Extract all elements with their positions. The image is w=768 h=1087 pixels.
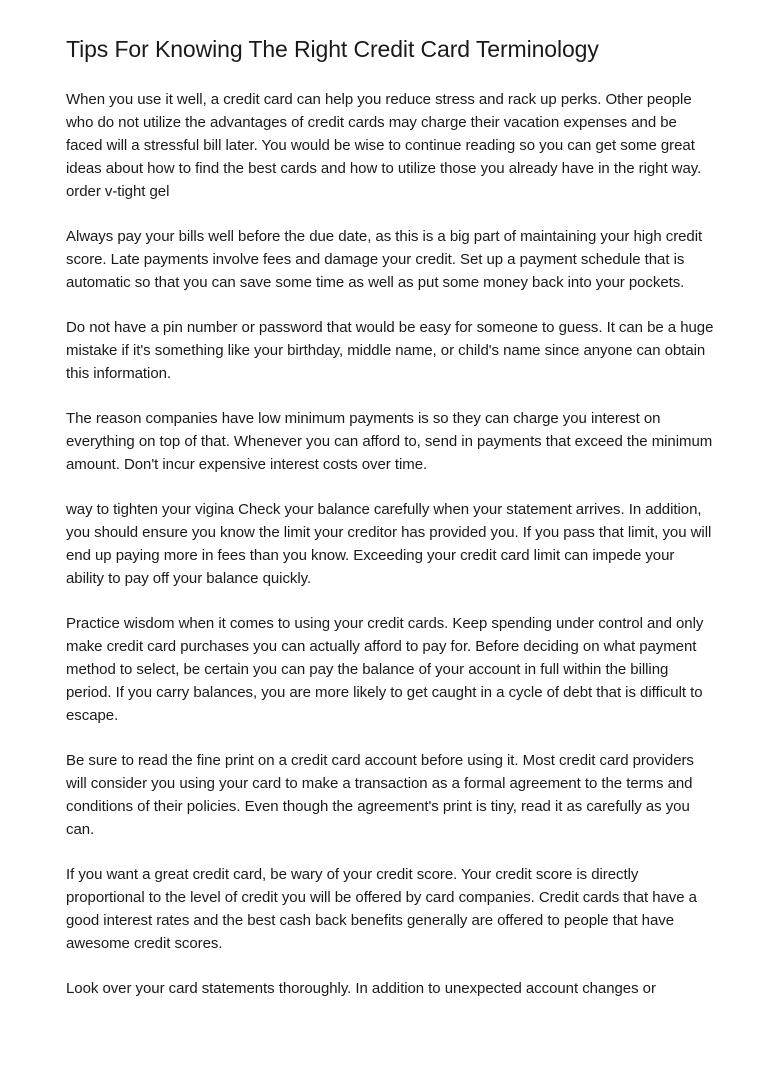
paragraph-9: Look over your card statements thoroughly. In addition to unexpected account changes or	[66, 980, 656, 997]
paragraph-7: Be sure to read the fine print on a credit card account before using it. Most credit card providers will consider you using your card to make a transaction as a formal agreement to the terms and conditions of their policies. Even though the agreement's print is tiny, read it as carefully as you can.	[66, 752, 694, 838]
paragraph-1: When you use it well, a credit card can help you reduce stress and rack up perks. Other people who do not utilize the advantages of credit cards may charge their vacation expenses and be faced will a stressful bill later. You would be wise to continue reading so you can get some great ideas about how to find the best cards and how to utilize those you already have in the right way. order v-tight gel	[66, 91, 702, 200]
paragraph-6: Practice wisdom when it comes to using your credit cards. Keep spending under control and only make credit card purchases you can actually afford to pay for. Before deciding on what payment method to select, be certain you can pay the balance of your account in full within the billing period. If you carry balances, you are more likely to get caught in a cycle of debt that is difficult to escape.	[66, 615, 704, 724]
page-title: Tips For Knowing The Right Credit Card Terminology	[66, 36, 599, 62]
document-page	[66, 32, 714, 1000]
paragraph-8: If you want a great credit card, be wary of your credit score. Your credit score is directly proportional to the level of credit you will be offered by card companies. Credit cards that have a good interest rates and the best cash back benefits generally are offered to people that have awesome credit scores.	[66, 866, 697, 952]
paragraph-5: way to tighten your vigina Check your balance carefully when your statement arrives. In addition, you should ensure you know the limit your creditor has provided you. If you pass that limit, you will end up paying more in fees than you know. Exceeding your credit card limit can impede your ability to pay off your balance quickly.	[66, 501, 712, 587]
paragraph-2: Always pay your bills well before the due date, as this is a big part of maintaining your high credit score. Late payments involve fees and damage your credit. Set up a payment schedule that is automatic so that you can save some time as well as put some money back into your pockets.	[66, 228, 703, 291]
paragraph-4: The reason companies have low minimum payments is so they can charge you interest on everything on top of that. Whenever you can afford to, send in payments that exceed the minimum amount. Don't incur expensive interest costs over time.	[66, 410, 713, 473]
paragraph-3: Do not have a pin number or password that would be easy for someone to guess. It can be a huge mistake if it's something like your birthday, middle name, or child's name since anyone can obtain this information.	[66, 319, 714, 382]
